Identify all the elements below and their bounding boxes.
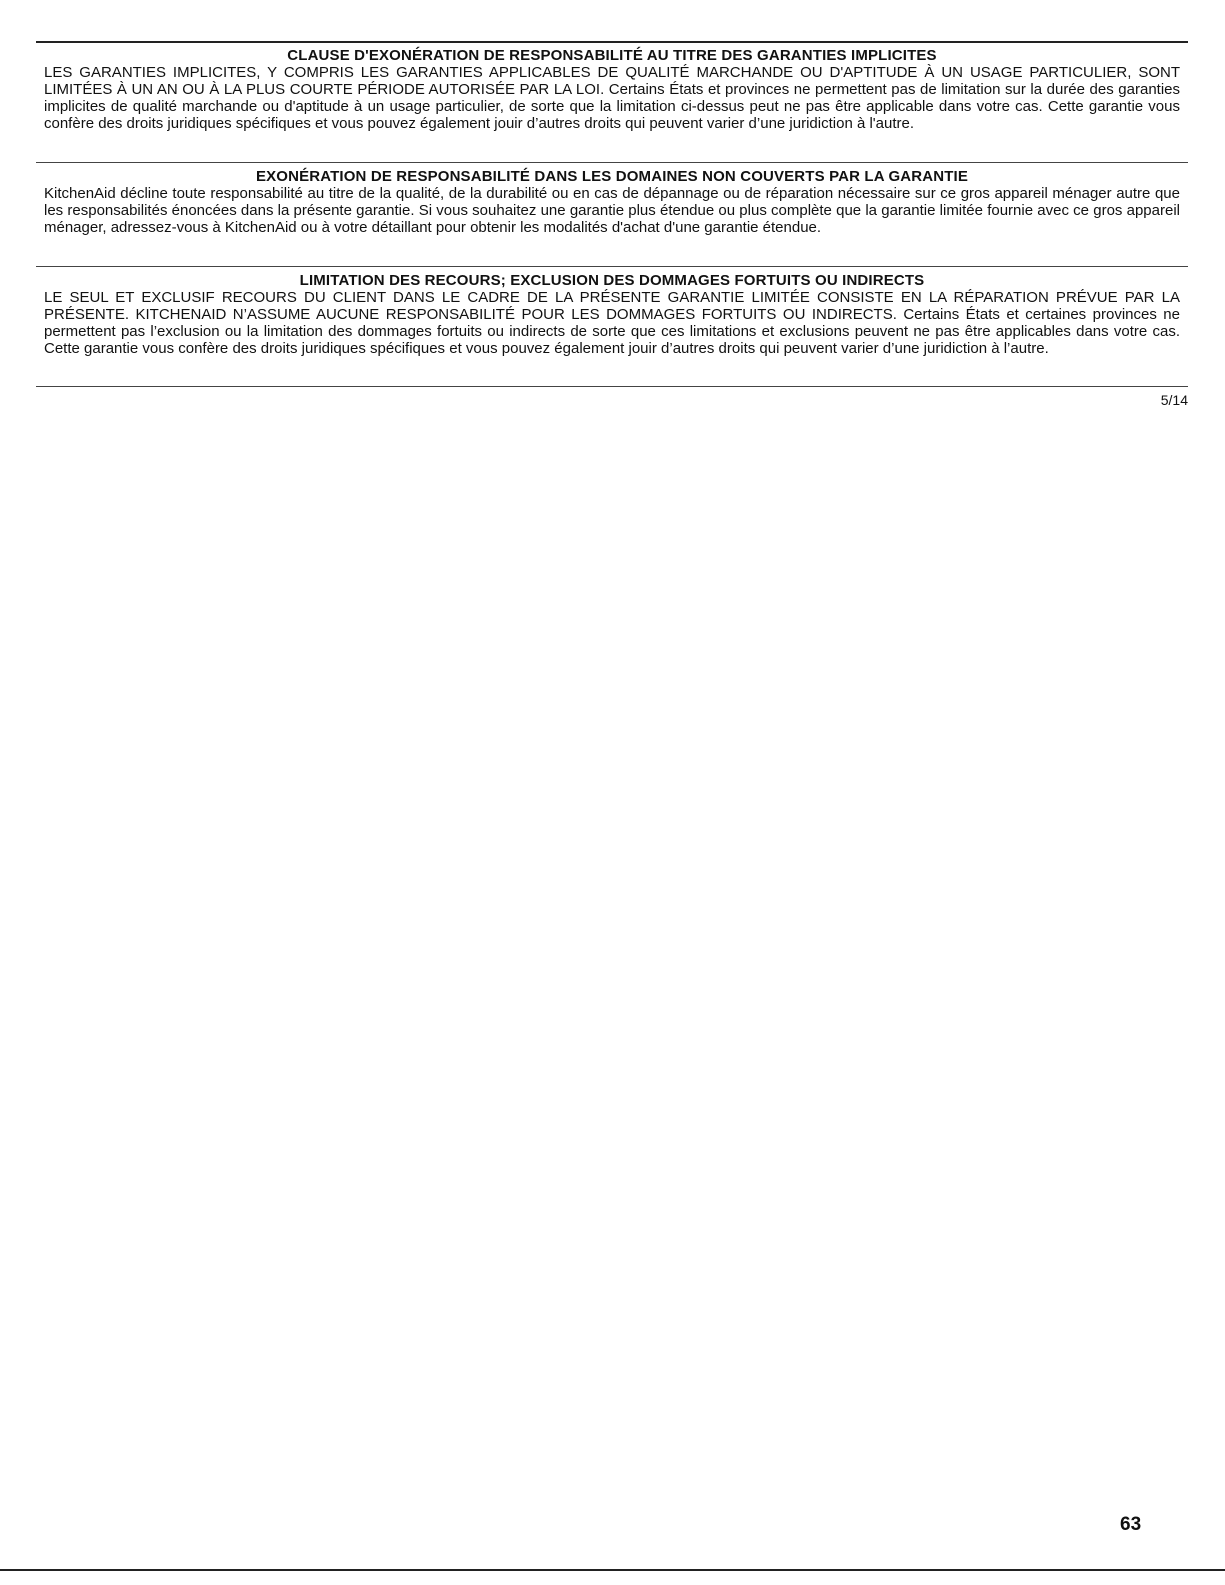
section-divider — [36, 266, 1188, 267]
section-divider — [36, 386, 1188, 387]
section-divider — [36, 162, 1188, 163]
section-title: EXONÉRATION DE RESPONSABILITÉ DANS LES DOMAINES NON COUVERTS PAR LA GARANTIE — [255, 168, 968, 185]
section-title: CLAUSE D'EXONÉRATION DE RESPONSABILITÉ AU TITRE DES GARANTIES IMPLICITES — [287, 47, 937, 64]
document-code: 5/14 — [1160, 392, 1188, 408]
section-title: LIMITATION DES RECOURS; EXCLUSION DES DOMMAGES FORTUITS OU INDIRECTS — [299, 272, 925, 289]
section-implied-warranties — [36, 47, 1188, 132]
page-number: 63 — [1120, 1514, 1142, 1535]
section-not-covered — [36, 168, 1188, 236]
top-rule — [36, 41, 1188, 43]
section-body: KitchenAid décline toute responsabilité au titre de la qualité, de la durabilité ou en cas de dépannage ou de réparation nécessaire sur ce gros appareil ménager autre que les responsabilités énoncées dans la présente garantie. Si vous souhaitez une garantie plus étendue ou plus complète que la garantie limitée fournie avec ce gros appareil ménager, adressez-vous à KitchenAid ou à votre détaillant pour obtenir les modalités d'achat d'une garantie étendue. — [44, 185, 1180, 236]
bottom-rule — [0, 1569, 1225, 1571]
section-body: LES GARANTIES IMPLICITES, Y COMPRIS LES GARANTIES APPLICABLES DE QUALITÉ MARCHANDE OU D'APTITUDE À UN USAGE PARTICULIER, SONT LIMITÉES À UN AN OU À LA PLUS COURTE PÉRIODE AUTORISÉE PAR LA LOI. Certains États et provinces ne permettent pas de limitation sur la durée des garanties implicites de qualité marchande ou d'aptitude à un usage particulier, de sorte que la limitation ci-dessus peut ne pas être applicable dans votre cas. Cette garantie vous confère des droits juridiques spécifiques et vous pouvez également jouir d’autres droits qui peuvent varier d’une juridiction à l'autre. — [44, 64, 1180, 132]
section-body: LE SEUL ET EXCLUSIF RECOURS DU CLIENT DANS LE CADRE DE LA PRÉSENTE GARANTIE LIMITÉE CONSISTE EN LA RÉPARATION PRÉVUE PAR LA PRÉSENTE. KITCHENAID N’ASSUME AUCUNE RESPONSABILITÉ POUR LES DOMMAGES FORTUITS OU INDIRECTS. Certains États et certaines provinces ne permettent pas l’exclusion ou la limitation des dommages fortuits ou indirects de sorte que ces limitations et exclusions peuvent ne pas être applicables dans votre cas. Cette garantie vous confère des droits juridiques spécifiques et vous pouvez également jouir d’autres droits qui peuvent varier d’une juridiction à l’autre. — [44, 289, 1180, 357]
section-limitation-of-remedies — [36, 272, 1188, 357]
